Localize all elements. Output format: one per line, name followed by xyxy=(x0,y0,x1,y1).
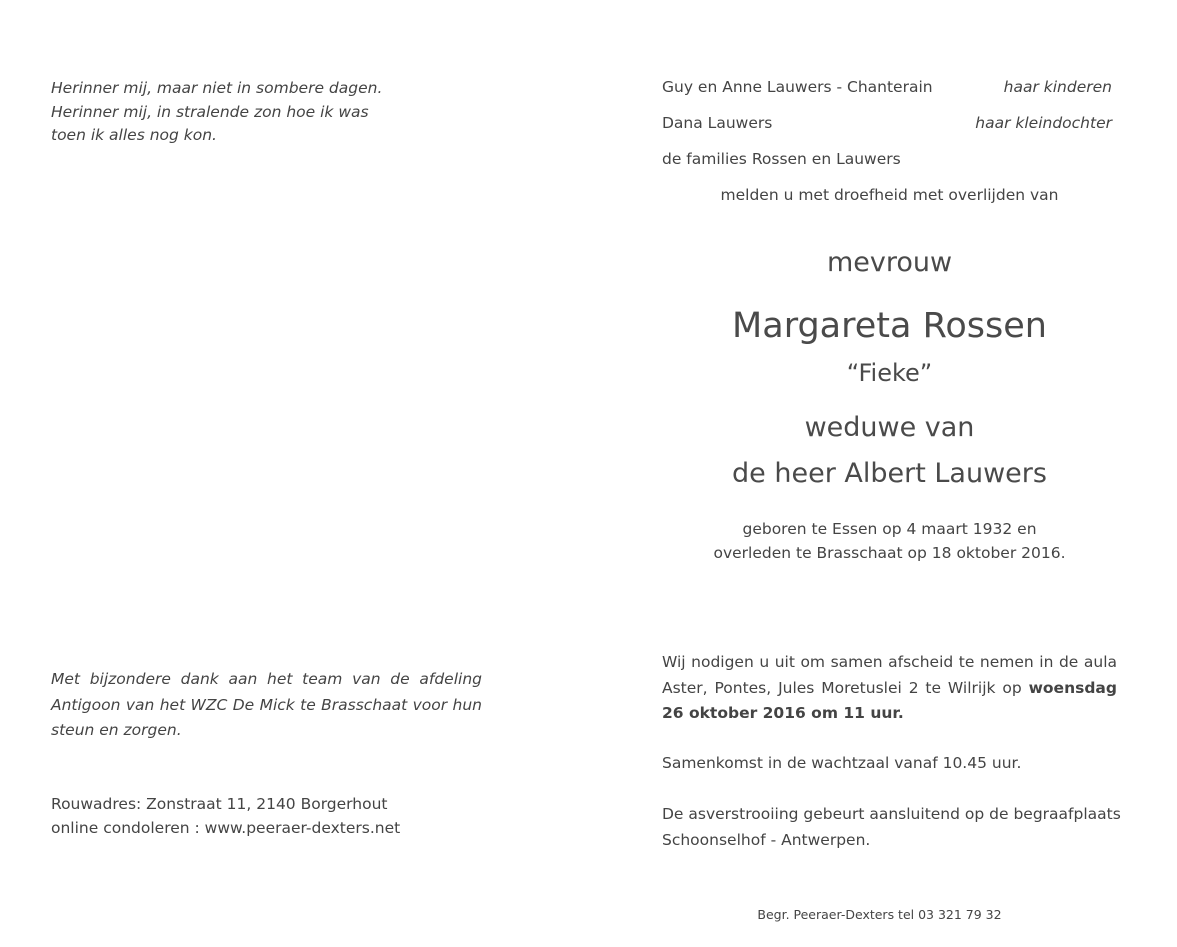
funeral-invitation xyxy=(662,650,1117,727)
poem-line: toen ik alles nog kon. xyxy=(51,126,217,144)
memorial-poem xyxy=(51,77,431,148)
announcement-text: melden u met droefheid met overlijden van xyxy=(720,186,1059,204)
mourning-address: Rouwadres: Zonstraat 11, 2140 Borgerhout xyxy=(51,795,388,813)
burial-line: Schoonselhof - Antwerpen. xyxy=(662,830,871,849)
family-member-name: Guy en Anne Lauwers - Chanterain xyxy=(662,78,933,96)
family-member-name: de families Rossen en Lauwers xyxy=(662,150,901,168)
family-relation: haar kinderen xyxy=(1003,78,1112,96)
life-dates xyxy=(662,517,1117,565)
deceased-name: Margareta Rossen xyxy=(732,306,1047,346)
burial-note xyxy=(662,802,1121,853)
family-row xyxy=(662,77,1112,97)
deceased-nickname: “Fieke” xyxy=(846,359,933,387)
poem-line: Herinner mij, in stralende zon hoe ik was xyxy=(51,102,369,121)
death-line: overleden te Brasschaat op 18 oktober 2016. xyxy=(713,544,1066,562)
widow-of-label: weduwe van xyxy=(804,412,975,443)
online-condolence: online condoleren : www.peeraer-dexters.net xyxy=(51,819,401,837)
family-row xyxy=(662,149,1112,169)
gathering-note: Samenkomst in de wachtzaal vanaf 10.45 uur. xyxy=(662,754,1022,772)
ceremony-datetime: woensdag 26 oktober 2016 om 11 uur. xyxy=(662,678,1117,722)
birth-line: geboren te Essen op 4 maart 1932 en xyxy=(742,520,1037,538)
family-relation: haar kleindochter xyxy=(975,114,1112,132)
undertaker-info: Begr. Peeraer-Dexters tel 03 321 79 32 xyxy=(757,907,1002,922)
contact-block xyxy=(51,792,471,840)
burial-line: De asverstrooiing gebeurt aansluitend op de begraafplaats xyxy=(662,805,1121,823)
family-row xyxy=(662,113,1112,133)
thanks-note: Met bijzondere dank aan het team van de afdeling Antigoon van het WZC De Mick te Brasschaat voor hun steun en zorgen. xyxy=(51,670,482,739)
poem-line: Herinner mij, maar niet in sombere dagen. xyxy=(51,79,383,97)
husband-name: de heer Albert Lauwers xyxy=(732,458,1047,489)
deceased-title: mevrouw xyxy=(826,247,953,278)
invitation-text: Wij nodigen u uit om samen afscheid te nemen in de aula Aster, Pontes, Jules Moretuslei 2 te Wilrijk op xyxy=(662,653,1117,697)
family-member-name: Dana Lauwers xyxy=(662,114,773,132)
